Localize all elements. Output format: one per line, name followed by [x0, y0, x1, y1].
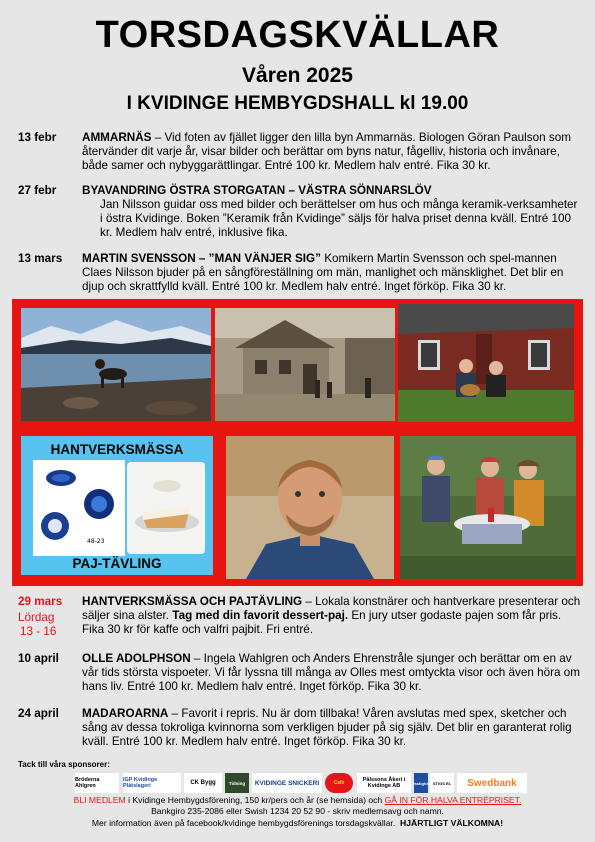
- event-title: HANTVERKSMÄSSA OCH PAJTÄVLING: [82, 595, 303, 608]
- event-text-cont: En jury utser godaste pajen som får pris. Fika 30 kr för kaffe och valfri pajbit. Fri entré.: [82, 609, 562, 636]
- sponsor-logo: [457, 773, 527, 793]
- event-text: – Vid foten av fjället ligger den lilla byn Ammarnäs. Biologen Göran Paulson som återvänder dit varje år, visar bilder och berättar om byns natur, fågelliv, historia och invånare, både samer och nybyggarättlingar. Entré 100 kr. Medlem halv entré. Fika 30 kr.: [82, 131, 571, 172]
- poster-subheading: PAJ-TÄVLING: [72, 556, 162, 571]
- event-text: Jan Nilsson guidar oss med bilder och berättelser om hus och många keramik-verksamheter i östra Kvidinge. Boken ”Keramik från Kvidinge” säljs för halva priset denna kväll. Entré 100 kr. Medlem halv entré, inklusive fika.: [100, 198, 578, 239]
- sponsor-logo-text: Bröderna Ahlgren: [75, 777, 100, 789]
- sponsor-logo-text: Tidning: [228, 780, 246, 786]
- welcome-text: HJÄRTLIGT VÄLKOMNA!: [400, 818, 504, 828]
- ceramic-plates-image: [33, 460, 125, 556]
- sponsor-logo: [225, 773, 249, 793]
- event-date: 24 april: [18, 707, 59, 720]
- page-title: TORSDAGSKVÄLLAR: [95, 14, 500, 56]
- historic-street-photo: [215, 308, 395, 421]
- sponsor-logo-text: STIGS EL: [432, 780, 452, 786]
- sponsor-logo-text: Fastighet: [412, 780, 430, 786]
- sponsor-logo-text: KVIDINGE SNICKERI: [254, 779, 320, 787]
- event-body: [82, 252, 582, 294]
- sponsor-logo-text: IGP Kvidinge Plåtslageri: [123, 777, 158, 789]
- event-time: 13 - 16: [20, 625, 57, 638]
- event-date: 29 mars: [18, 595, 63, 608]
- craft-fair-poster: [21, 436, 213, 575]
- more-info-line: [0, 818, 595, 828]
- sponsor-logo: [430, 773, 454, 793]
- sponsor-logo: [357, 773, 411, 793]
- photo-collage: [12, 299, 583, 586]
- sponsor-logo-text: Pålssons Åkeri i Kvidinge AB: [362, 777, 406, 789]
- event-date: 13 mars: [18, 252, 63, 265]
- event-body: [82, 707, 582, 749]
- sponsor-logo: [123, 773, 181, 793]
- venue-line: I KVIDINGE HEMBYGDSHALL kl 19.00: [126, 93, 469, 114]
- facebook-info: Mer information även på facebook/kvidinge hembygdsförenings torsdagskvällar.: [91, 818, 396, 828]
- sponsor-logo: [252, 773, 322, 793]
- event-text: – Favorit i repris. Nu är dom tillbaka! Våren avslutas med spex, sketcher och sång av dessa tokroliga kvinnorna som verkligen bjuder på sig själv. Det blir en garanterat rolig kväll. Entré 100 kr. Medlem halv entré. Inget förköp. Fika 30 kr.: [82, 707, 572, 748]
- event-title: MARTIN SVENSSON – ”MAN VÄNJER SIG”: [82, 252, 321, 265]
- sponsors-heading: Tack till våra sponsorer:: [18, 760, 110, 769]
- event-text: – Ingela Wahlgren och Anders Ehrenstråle sjunger och berättar om en av vår tids största vispoeter. Vi får lyssna till många av Olles mest omtyckta visor och även höra om hans liv. Entré 100 kr. Medlem halv entré. Inget förköp. Fika 30 kr.: [82, 652, 580, 693]
- event-body: [82, 131, 582, 173]
- membership-line: [0, 795, 595, 805]
- poster-heading: HANTVERKSMÄSSA: [50, 442, 184, 457]
- plate-label: 48-23: [87, 538, 105, 545]
- event-highlight: Tag med din favorit dessert-paj.: [172, 609, 349, 622]
- sponsor-logo: [325, 773, 353, 793]
- event-date: 10 april: [18, 652, 59, 665]
- sponsor-logo: [75, 773, 119, 793]
- event-body: [82, 595, 582, 637]
- sponsor-logo-text: Café: [333, 780, 345, 786]
- event-date: 27 febr: [18, 184, 57, 197]
- portrait-photo: [226, 436, 394, 579]
- madaroarna-photo: [400, 436, 576, 579]
- mountain-lake-photo: [21, 308, 211, 421]
- event-body: [82, 184, 582, 240]
- membership-benefit: GÅ IN FÖR HALVA ENTRÉPRISET.: [384, 795, 522, 805]
- musicians-red-house-photo: [398, 304, 574, 422]
- event-text: – Lokala konstnärer och hantverkare presenterar och säljer sina alster.: [82, 595, 581, 622]
- membership-cta: BLI MEDLEM: [73, 795, 126, 805]
- event-date: 13 febr: [18, 131, 57, 144]
- pie-image: [127, 462, 205, 554]
- sponsor-logo-text: CK Bygg: [190, 780, 216, 786]
- season-subtitle: Våren 2025: [242, 64, 353, 87]
- payment-info: Bankgiro 235-2086 eller Swish 1234 20 52 90 - skriv medlemsavg och namn.: [151, 806, 444, 816]
- event-title: OLLE ADOLPHSON: [82, 652, 191, 665]
- event-weekday: Lördag: [18, 611, 55, 624]
- sponsor-logo: [184, 773, 222, 793]
- event-title: AMMARNÄS: [82, 131, 152, 144]
- sponsor-logo-text: Swedbank: [467, 777, 517, 789]
- membership-text: i Kvidinge Hembygdsförening, 150 kr/pers och år (se hemsida) och: [125, 795, 385, 805]
- sponsor-logo: [414, 773, 428, 793]
- event-body: [82, 652, 582, 694]
- event-text: Komikern Martin Svensson och spel-mannen Claes Nilsson bjuder på en sångföreställning om män, manlighet och mänsklighet. Det blir en djup och skrattfylld kväll. Entré 100 kr. Medlem halv entré. Inget förköp. Fika 30 kr.: [82, 252, 564, 293]
- event-title: MADAROARNA: [82, 707, 169, 720]
- event-title: BYAVANDRING ÖSTRA STORGATAN – VÄSTRA SÖNNARSLÖV: [82, 184, 432, 197]
